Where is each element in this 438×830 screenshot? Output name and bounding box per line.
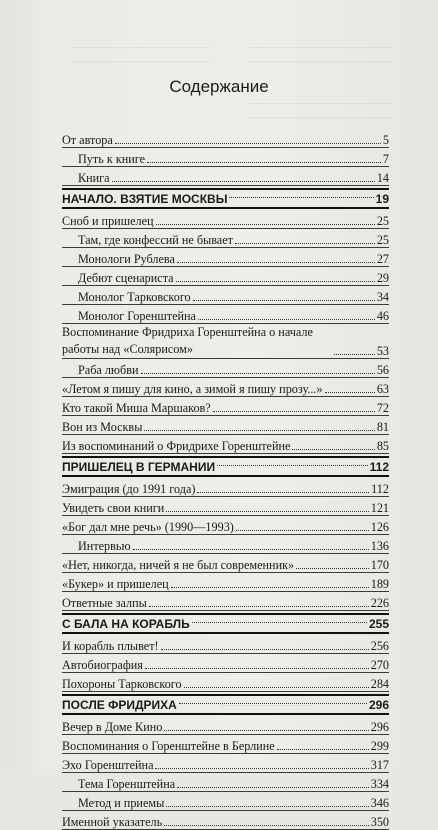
- toc-page-number: 29: [376, 271, 389, 285]
- toc-entry-title: Дебют сценариста: [78, 271, 174, 285]
- toc-entry-title: Увидеть свои книги: [62, 501, 165, 515]
- toc-page-number: 25: [376, 214, 389, 228]
- toc-page-number: 189: [370, 577, 389, 591]
- show-through-texture: ──────────────────: [70, 42, 211, 54]
- toc-page-number: 72: [376, 401, 389, 415]
- toc-entry: [62, 573, 389, 592]
- toc-page-number: 121: [370, 501, 389, 515]
- toc-page-number: 112: [371, 482, 389, 496]
- dot-leader: [213, 410, 375, 412]
- dot-leader: [184, 686, 369, 688]
- toc-entry-title: «Букер» и пришелец: [62, 577, 169, 591]
- toc-entry: [62, 516, 389, 535]
- toc-entry-title: НАЧАЛО. ВЗЯТИЕ МОСКВЫ: [62, 191, 228, 206]
- dot-leader: [334, 353, 375, 355]
- toc-section-heading: [62, 613, 389, 634]
- dot-leader: [292, 448, 374, 450]
- toc-section-heading: [62, 188, 389, 209]
- toc-page-number: 19: [375, 191, 389, 206]
- toc-entry: [62, 378, 389, 397]
- toc-page-number: 170: [370, 558, 389, 572]
- dot-leader: [149, 605, 369, 607]
- toc-entry-title: Вечер в Доме Кино: [62, 720, 163, 734]
- toc-entry: [62, 305, 389, 324]
- dot-leader: [177, 261, 375, 263]
- dot-leader: [145, 667, 369, 669]
- toc-entry-title: И корабль плывет!: [62, 639, 159, 653]
- dot-leader: [193, 299, 375, 301]
- toc-entry-title: Вон из Москвы: [62, 420, 143, 434]
- toc-entry-title: Воспоминание Фридриха Горенштейна о начале работы над «Солярисом»: [62, 325, 313, 356]
- toc-entry: [62, 716, 389, 735]
- toc-entry-title: ПОСЛЕ ФРИДРИХА: [62, 697, 177, 712]
- dot-leader: [296, 567, 369, 569]
- toc-entry-title: Интервью: [78, 539, 131, 553]
- toc-entry-title: Кто такой Миша Маршаков?: [62, 401, 211, 415]
- toc-entry-title: Метод и приемы: [78, 796, 165, 810]
- toc-entry: [62, 635, 389, 654]
- toc-page-number: 85: [376, 439, 389, 453]
- toc-page-number: 56: [376, 363, 389, 377]
- toc-page-number: 284: [370, 677, 389, 691]
- toc-page-number: 5: [382, 133, 389, 147]
- dot-leader: [161, 648, 369, 650]
- page-title: Содержание: [169, 77, 269, 96]
- toc-page-number: 126: [370, 520, 389, 534]
- toc-entry: [62, 654, 389, 673]
- dot-leader: [236, 529, 369, 531]
- toc-entry-title: Автобиография: [62, 658, 143, 672]
- dot-leader: [197, 491, 369, 493]
- toc-page-number: 7: [382, 152, 389, 166]
- table-of-contents: [62, 129, 389, 830]
- toc-entry-title: От автора: [62, 133, 113, 147]
- toc-entry: [62, 478, 389, 497]
- toc-entry-title: «Бог дал мне речь» (1990—1993): [62, 520, 234, 534]
- toc-entry-title: «Нет, никогда, ничей я не был современник»: [62, 558, 295, 572]
- toc-page-number: 270: [370, 658, 389, 672]
- toc-entry: [62, 811, 389, 830]
- toc-entry: [62, 673, 389, 692]
- dot-leader: [141, 372, 375, 374]
- show-through-texture: ──────────────────: [250, 56, 391, 68]
- toc-entry-title: Монологи Рублева: [78, 252, 175, 266]
- toc-entry: [62, 754, 389, 773]
- toc-entry: [62, 267, 389, 286]
- toc-page-number: 296: [368, 697, 389, 712]
- toc-entry: [62, 554, 389, 573]
- toc-entry-title: Тема Горенштейна: [78, 777, 176, 791]
- dot-leader: [229, 196, 373, 198]
- show-through-texture: ──────────────────: [250, 42, 391, 54]
- toc-page-number: 296: [370, 720, 389, 734]
- dot-leader: [144, 429, 374, 431]
- show-through-texture: ──────────────────: [250, 98, 391, 110]
- dot-leader: [192, 621, 367, 623]
- dot-leader: [177, 786, 369, 788]
- toc-entry: [62, 324, 389, 359]
- show-through-texture: ──────────────────: [250, 112, 391, 124]
- toc-entry-title: Монолог Горенштейна: [78, 309, 196, 323]
- toc-entry: [62, 497, 389, 516]
- toc-page-number: 334: [370, 777, 389, 791]
- toc-entry: [62, 773, 389, 792]
- toc-page-number: 299: [370, 739, 389, 753]
- toc-page-number: 25: [376, 233, 389, 247]
- dot-leader: [147, 161, 381, 163]
- toc-entry-title: Воспоминания о Горенштейне в Берлине: [62, 739, 275, 753]
- toc-page-number: 226: [370, 596, 389, 610]
- toc-entry: [62, 592, 389, 611]
- toc-entry-title: С БАЛА НА КОРАБЛЬ: [62, 616, 190, 631]
- dot-leader: [115, 142, 381, 144]
- dot-leader: [166, 510, 368, 512]
- dot-leader: [164, 729, 368, 731]
- toc-entry-title: Эмиграция (до 1991 года): [62, 482, 196, 496]
- dot-leader: [164, 824, 369, 826]
- toc-page-number: 53: [376, 344, 389, 358]
- toc-page-number: 46: [376, 309, 389, 323]
- toc-entry-title: «Летом я пишу для кино, а зимой я пишу прозу...»: [62, 382, 323, 396]
- show-through-texture: ──────────────────: [70, 56, 211, 68]
- dot-leader: [166, 805, 368, 807]
- toc-page-number: 350: [370, 815, 389, 829]
- toc-entry: [62, 210, 389, 229]
- toc-page-number: 255: [368, 616, 389, 631]
- toc-page-number: 81: [376, 420, 389, 434]
- toc-entry: [62, 148, 389, 167]
- dot-leader: [325, 391, 375, 393]
- toc-entry-title: Сноб и пришелец: [62, 214, 154, 228]
- toc-page-number: 14: [376, 171, 389, 185]
- toc-entry-title: Именной указатель: [62, 815, 163, 829]
- toc-entry-title: Монолог Тарковского: [78, 290, 191, 304]
- dot-leader: [176, 280, 375, 282]
- toc-page-number: 63: [376, 382, 389, 396]
- toc-entry-title: ПРИШЕЛЕЦ В ГЕРМАНИИ: [62, 459, 216, 474]
- dot-leader: [217, 464, 368, 466]
- toc-entry-title: Эхо Горенштейна: [62, 758, 154, 772]
- toc-entry: [62, 248, 389, 267]
- toc-entry: [62, 535, 389, 554]
- dot-leader: [133, 548, 369, 550]
- toc-page-number: 317: [370, 758, 389, 772]
- toc-page-number: 112: [369, 459, 389, 474]
- dot-leader: [277, 748, 369, 750]
- dot-leader: [235, 242, 375, 244]
- toc-entry-title: Похороны Тарковского: [62, 677, 182, 691]
- toc-entry-title: Ответные залпы: [62, 596, 147, 610]
- toc-entry: [62, 416, 389, 435]
- toc-page-number: 34: [376, 290, 389, 304]
- toc-entry: [62, 167, 389, 186]
- toc-page-number: 136: [370, 539, 389, 553]
- toc-entry-title: Там, где конфессий не бывает: [78, 233, 233, 247]
- dot-leader: [171, 586, 369, 588]
- show-through-texture: ────────────: [220, 700, 314, 712]
- toc-entry: [62, 286, 389, 305]
- toc-page-number: 27: [376, 252, 389, 266]
- dot-leader: [198, 318, 375, 320]
- toc-entry: [62, 792, 389, 811]
- dot-leader: [112, 180, 375, 182]
- toc-section-heading: [62, 456, 389, 477]
- toc-page-number: 346: [370, 796, 389, 810]
- toc-section-heading: [62, 694, 389, 715]
- toc-entry-title: Раба любви: [78, 363, 139, 377]
- dot-leader: [156, 223, 375, 225]
- toc-entry: [62, 129, 389, 148]
- toc-entry-title: Путь к книге: [78, 152, 146, 166]
- toc-entry: [62, 435, 389, 454]
- toc-entry: [62, 229, 389, 248]
- toc-entry-title: Книга: [78, 171, 110, 185]
- toc-entry: [62, 735, 389, 754]
- toc-entry: [62, 397, 389, 416]
- toc-entry: [62, 359, 389, 378]
- dot-leader: [179, 702, 367, 704]
- toc-page-number: 256: [370, 639, 389, 653]
- toc-entry-title: Из воспоминаний о Фридрихе Горенштейне: [62, 439, 291, 453]
